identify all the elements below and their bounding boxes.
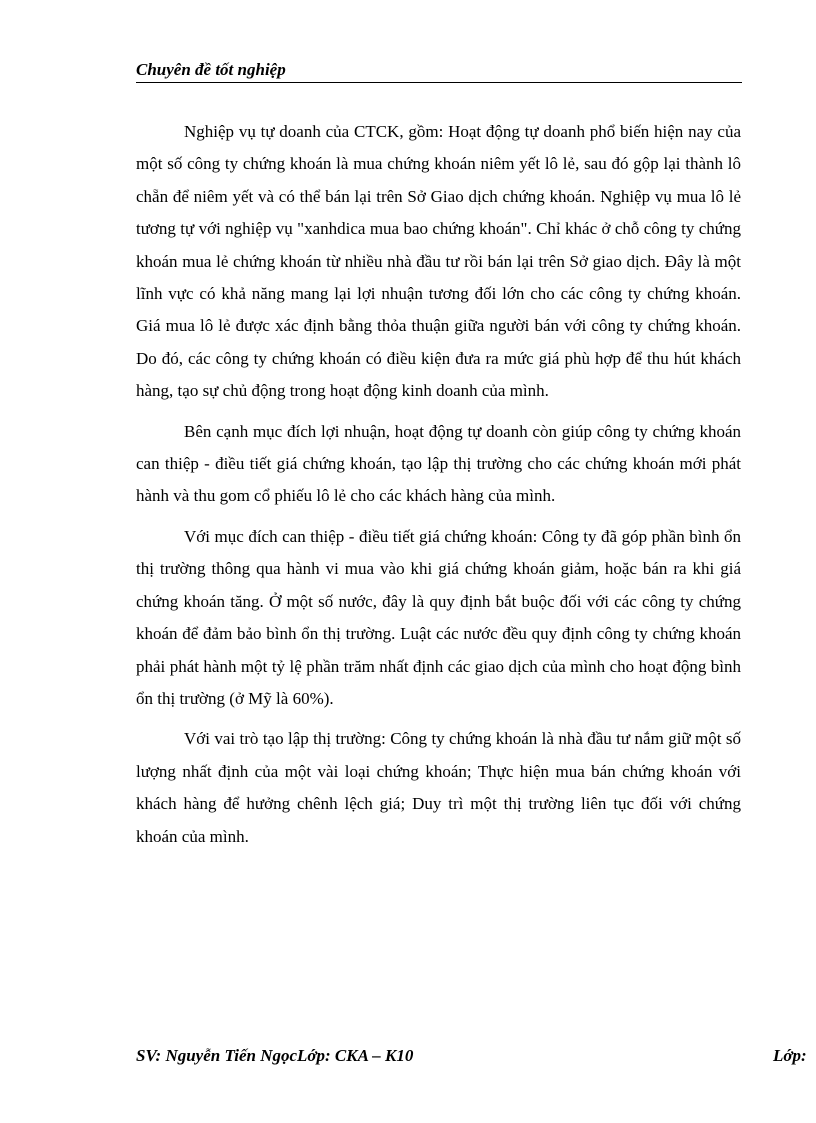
paragraph-4: Với vai trò tạo lập thị trường: Công ty chứng khoán là nhà đầu tư nắm giữ một số lượng nhất định của một vài loại chứng khoán; Thực hiện mua bán chứng khoán với khách hàng để hưởng chênh lệch giá; Duy trì một thị trường liên tục đối với chứng khoán của mình. bbox=[136, 729, 741, 846]
paragraph-3: Với mục đích can thiệp - điều tiết giá chứng khoán: Công ty đã góp phần bình ổn thị trường thông qua hành vi mua vào khi giá chứng khoán giảm, hoặc bán ra khi giá chứng khoán tăng. Ở một số nước, đây là quy định bắt buộc đối với các công ty chứng khoán để đảm bảo bình ổn thị trường. Luật các nước đều quy định công ty chứng khoán phải phát hành một tỷ lệ phần trăm nhất định các giao dịch của mình cho hoạt động bình ổn thị trường (ở Mỹ là 60%). bbox=[136, 526, 741, 708]
footer-student-info: SV: Nguyễn Tiến NgọcLớp: CKA – K10 bbox=[136, 1046, 414, 1065]
document-body bbox=[136, 116, 741, 861]
footer-class-label: Lớp: bbox=[773, 1046, 807, 1065]
document-title: Chuyên đề tốt nghiệp bbox=[136, 60, 286, 79]
paragraph-2: Bên cạnh mục đích lợi nhuận, hoạt động tự doanh còn giúp công ty chứng khoán can thiệp - điều tiết giá chứng khoán, tạo lập thị trường cho các chứng khoán mới phát hành và thu gom cổ phiếu lô lẻ cho các khách hàng của mình. bbox=[136, 421, 741, 506]
paragraph-1: Nghiệp vụ tự doanh của CTCK, gồm: Hoạt động tự doanh phổ biến hiện nay của một số công ty chứng khoán là mua chứng khoán niêm yết lô lẻ, sau đó gộp lại thành lô chẵn để niêm yết và có thể bán lại trên Sở Giao dịch chứng khoán. Nghiệp vụ mua lô lẻ tương tự với nghiệp vụ "xanhdica mua bao chứng khoán". Chỉ khác ở chỗ công ty chứng khoán mua lẻ chứng khoán từ nhiều nhà đầu tư rồi bán lại trên Sở giao dịch. Đây là một lĩnh vực có khả năng mang lại lợi nhuận tương đối lớn cho các công ty chứng khoán. Giá mua lô lẻ được xác định bằng thỏa thuận giữa người bán với công ty chứng khoán. Do đó, các công ty chứng khoán có điều kiện đưa ra mức giá phù hợp để thu hút khách hàng, tạo sự chủ động trong hoạt động kinh doanh của mình. bbox=[136, 122, 741, 401]
page-header bbox=[136, 58, 742, 83]
